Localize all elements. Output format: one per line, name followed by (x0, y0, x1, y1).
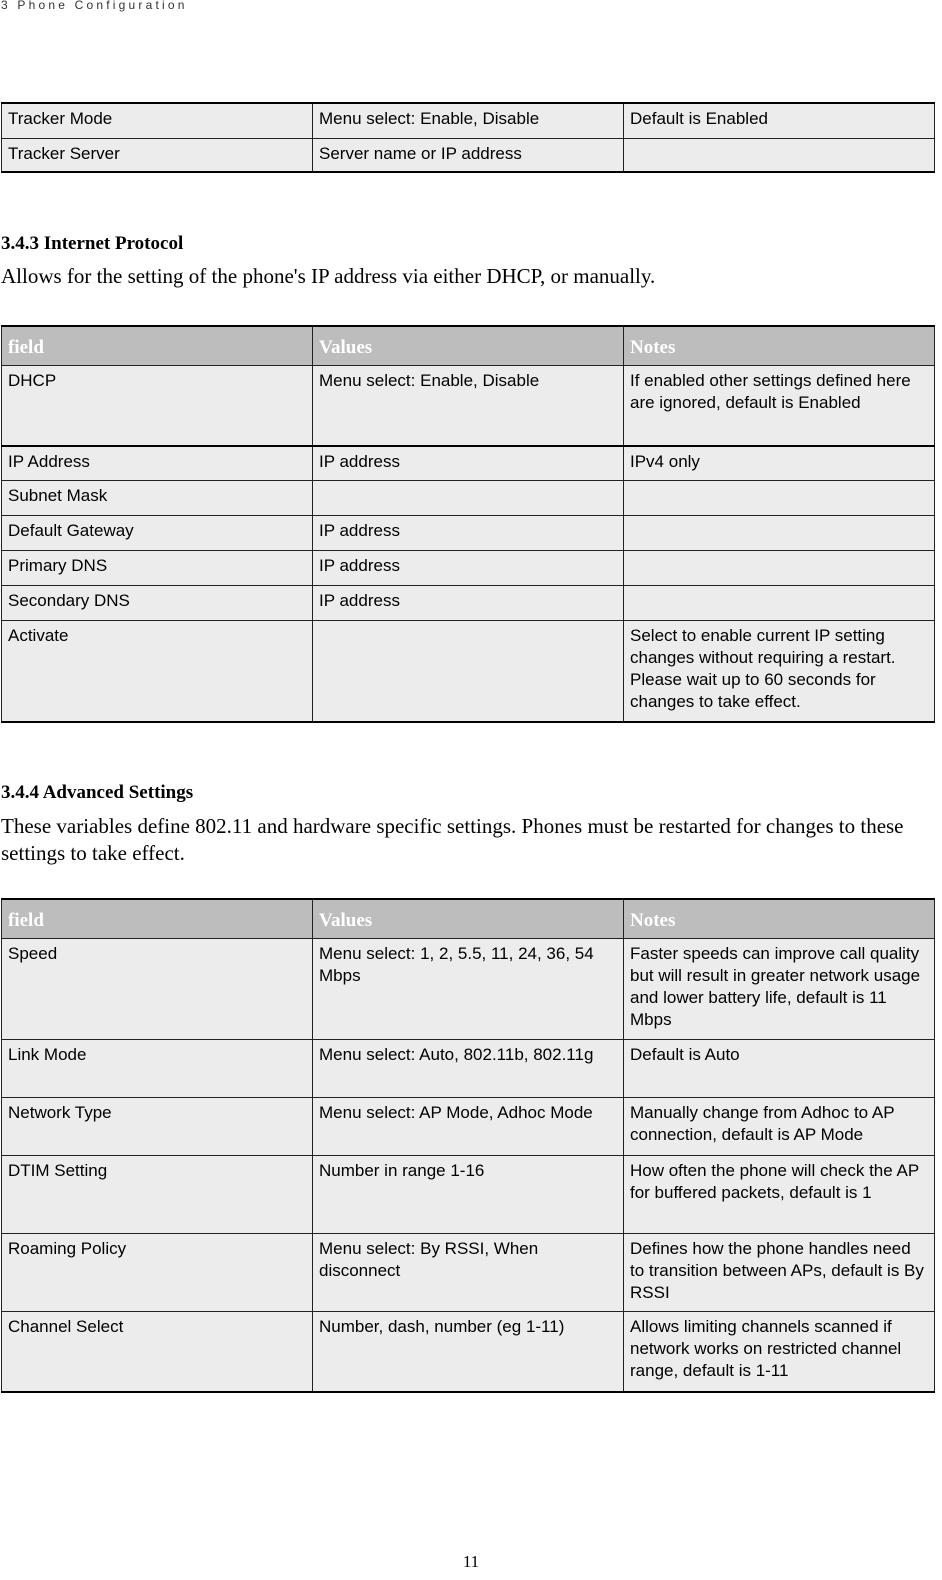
table-row (2, 1040, 935, 1098)
table-cell: Secondary DNS (2, 586, 313, 621)
table-header-row (2, 326, 935, 366)
table-cell: Number, dash, number (eg 1-11) (313, 1312, 624, 1392)
column-header-values: Values (313, 899, 624, 939)
section-heading-advanced-settings: 3.4.4 Advanced Settings (1, 782, 194, 803)
table-cell (313, 621, 624, 722)
section-heading-internet-protocol: 3.4.3 Internet Protocol (1, 233, 184, 254)
table-cell: DTIM Setting (2, 1156, 313, 1234)
table-cell: Server name or IP address (313, 138, 624, 172)
running-head: 3 Phone Configuration (1, 0, 188, 12)
table-cell: Menu select: By RSSI, When disconnect (313, 1234, 624, 1312)
table-cell (624, 551, 935, 586)
advanced-settings-table (1, 898, 935, 1393)
table-cell: Number in range 1-16 (313, 1156, 624, 1234)
table-cell: Menu select: Auto, 802.11b, 802.11g (313, 1040, 624, 1098)
table-row (2, 1312, 935, 1392)
table-cell: IP address (313, 551, 624, 586)
table-cell: IP address (313, 516, 624, 551)
section-intro-advanced-settings: These variables define 802.11 and hardware specific settings. Phones must be restarted for changes to these settings to take effect. (1, 814, 904, 865)
table-cell: IPv4 only (624, 446, 935, 481)
table-cell: IP address (313, 586, 624, 621)
table-cell: How often the phone will check the AP for buffered packets, default is 1 (624, 1156, 935, 1234)
column-header-field: field (2, 326, 313, 366)
table-cell: Default is Auto (624, 1040, 935, 1098)
table-cell: Tracker Server (2, 138, 313, 172)
table-cell: Tracker Mode (2, 103, 313, 138)
table-row (2, 939, 935, 1040)
table-cell (624, 481, 935, 516)
table-cell: Speed (2, 939, 313, 1040)
section-intro-internet-protocol: Allows for the setting of the phone's IP address via either DHCP, or manually. (1, 264, 656, 288)
table-row (2, 621, 935, 722)
table-cell: Menu select: AP Mode, Adhoc Mode (313, 1098, 624, 1156)
table-header-row (2, 899, 935, 939)
column-header-notes: Notes (624, 899, 935, 939)
table-row (2, 516, 935, 551)
table-row (2, 103, 935, 138)
table-cell: Default Gateway (2, 516, 313, 551)
table-cell: Primary DNS (2, 551, 313, 586)
tracker-table (1, 102, 935, 173)
table-cell (624, 138, 935, 172)
table-cell: Roaming Policy (2, 1234, 313, 1312)
table-row (2, 446, 935, 481)
table-cell: If enabled other settings defined here are ignored, default is Enabled (624, 366, 935, 446)
table-row (2, 138, 935, 172)
table-cell: Default is Enabled (624, 103, 935, 138)
table-cell: Menu select: Enable, Disable (313, 103, 624, 138)
table-cell: IP address (313, 446, 624, 481)
table-cell: Channel Select (2, 1312, 313, 1392)
table-cell: Faster speeds can improve call quality but will result in greater network usage and lower battery life, default is 11 Mbps (624, 939, 935, 1040)
table-row (2, 586, 935, 621)
table-cell: DHCP (2, 366, 313, 446)
column-header-notes: Notes (624, 326, 935, 366)
table-cell: Allows limiting channels scanned if network works on restricted channel range, default is 1-11 (624, 1312, 935, 1392)
column-header-field: field (2, 899, 313, 939)
table-cell: Menu select: Enable, Disable (313, 366, 624, 446)
table-cell: Subnet Mask (2, 481, 313, 516)
table-cell: Activate (2, 621, 313, 722)
table-row (2, 551, 935, 586)
table-row (2, 1234, 935, 1312)
table-cell: IP Address (2, 446, 313, 481)
table-cell: Network Type (2, 1098, 313, 1156)
column-header-values: Values (313, 326, 624, 366)
table-cell (624, 516, 935, 551)
table-cell (313, 481, 624, 516)
table-cell: Link Mode (2, 1040, 313, 1098)
internet-protocol-table (1, 325, 935, 723)
table-cell (624, 586, 935, 621)
table-row (2, 1098, 935, 1156)
table-row (2, 1156, 935, 1234)
table-cell: Menu select: 1, 2, 5.5, 11, 24, 36, 54 Mbps (313, 939, 624, 1040)
table-row (2, 481, 935, 516)
table-cell: Select to enable current IP setting changes without requiring a restart. Please wait up to 60 seconds for changes to take effect. (624, 621, 935, 722)
table-row (2, 366, 935, 446)
table-cell: Manually change from Adhoc to AP connection, default is AP Mode (624, 1098, 935, 1156)
table-cell: Defines how the phone handles need to transition between APs, default is By RSSI (624, 1234, 935, 1312)
page-number: 11 (462, 1552, 480, 1571)
